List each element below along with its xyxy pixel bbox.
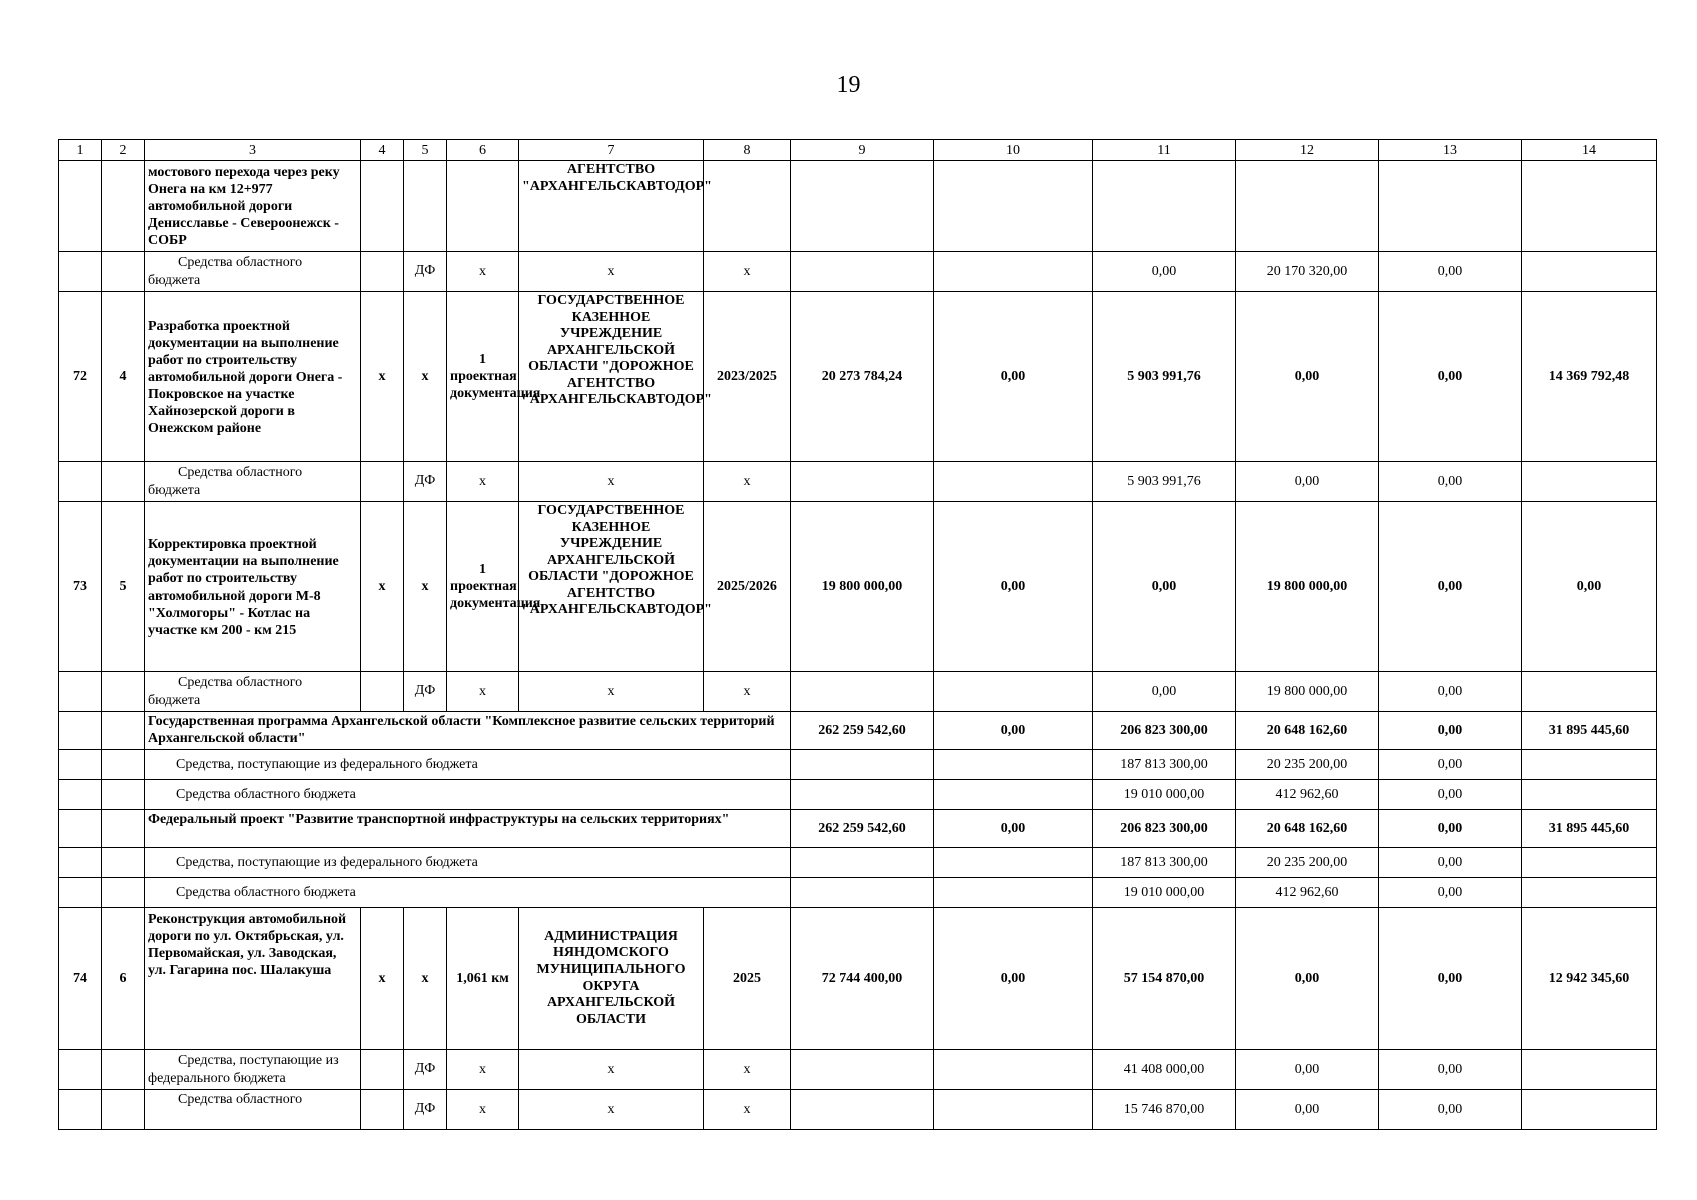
table-row: 74 6 Реконструкция автомобильной дороги по ул. Октябрьская, ул. Первомайская, ул. Заводская, ул. Гагарина пос. Шалакуша х х 1,061 км АДМИНИСТРАЦИЯ НЯНДОМСКОГО МУНИЦИПАЛЬНОГО ОКРУГА АРХАНГЕЛЬСКОЙ ОБЛАСТИ 2025 72 744 400,00 0,00 57 154 870,00 0,00 0,00 12 942 345,60 <box>59 908 1657 1050</box>
amount: 5 903 991,76 <box>1093 462 1236 502</box>
x-mark: х <box>447 462 519 502</box>
x-mark: х <box>447 1050 519 1090</box>
capacity: 1,061 км <box>447 908 519 1050</box>
amount: 20 273 784,24 <box>791 292 934 462</box>
amount: 0,00 <box>1236 462 1379 502</box>
funding-label: Средства областного бюджета <box>145 672 361 712</box>
df-mark: ДФ <box>404 1050 447 1090</box>
amount: 57 154 870,00 <box>1093 908 1236 1050</box>
amount: 412 962,60 <box>1236 878 1379 908</box>
amount: 31 895 445,60 <box>1522 810 1657 848</box>
period: 2025 <box>704 908 791 1050</box>
row-number: 74 <box>59 908 102 1050</box>
header-cell: 1 <box>59 140 102 161</box>
amount: 0,00 <box>1236 1050 1379 1090</box>
funding-row <box>59 878 1657 908</box>
amount: 0,00 <box>1379 780 1522 810</box>
program-row <box>59 712 1657 750</box>
row-number: 73 <box>59 502 102 672</box>
header-cell: 12 <box>1236 140 1379 161</box>
capacity: 1 проектная документация <box>447 292 519 462</box>
organization: ГОСУДАРСТВЕННОЕ КАЗЕННОЕ УЧРЕЖДЕНИЕ АРХАНГЕЛЬСКОЙ ОБЛАСТИ "ДОРОЖНОЕ АГЕНТСТВО "АРХАНГЕЛЬСКАВТОДОР" <box>519 292 704 462</box>
amount: 0,00 <box>1379 908 1522 1050</box>
amount: 0,00 <box>1379 462 1522 502</box>
amount: 14 369 792,48 <box>1522 292 1657 462</box>
amount: 15 746 870,00 <box>1093 1090 1236 1130</box>
df-mark: ДФ <box>404 672 447 712</box>
amount: 41 408 000,00 <box>1093 1050 1236 1090</box>
funding-label: Средства, поступающие из федерального бюджета <box>145 1050 361 1090</box>
page-number: 19 <box>836 72 861 98</box>
amount: 262 259 542,60 <box>791 810 934 848</box>
amount: 187 813 300,00 <box>1093 848 1236 878</box>
amount: 19 010 000,00 <box>1093 780 1236 810</box>
amount: 0,00 <box>1093 252 1236 292</box>
organization: ГОСУДАРСТВЕННОЕ КАЗЕННОЕ УЧРЕЖДЕНИЕ АРХАНГЕЛЬСКОЙ ОБЛАСТИ "ДОРОЖНОЕ АГЕНТСТВО "АРХАНГЕЛЬСКАВТОДОР" <box>519 502 704 672</box>
x-mark: х <box>704 1090 791 1130</box>
x-mark: х <box>704 672 791 712</box>
funding-row <box>59 462 1657 502</box>
header-cell: 11 <box>1093 140 1236 161</box>
organization: АГЕНТСТВО "АРХАНГЕЛЬСКАВТОДОР" <box>519 161 704 252</box>
amount: 0,00 <box>1236 292 1379 462</box>
object-name: мостового перехода через реку Онега на км 12+977 автомобильной дороги Денисславье - Североонежск - СОБР <box>145 161 361 252</box>
program-title: Государственная программа Архангельской области "Комплексное развитие сельских территорий Архангельской области" <box>145 712 791 750</box>
funding-row <box>59 1050 1657 1090</box>
funding-row <box>59 672 1657 712</box>
amount: 0,00 <box>1379 672 1522 712</box>
x-mark: х <box>447 672 519 712</box>
amount: 0,00 <box>1522 502 1657 672</box>
x-mark: х <box>519 1090 704 1130</box>
amount: 0,00 <box>1379 292 1522 462</box>
amount: 0,00 <box>1379 1090 1522 1130</box>
table-row: 73 5 Корректировка проектной документации на выполнение работ по строительству автомобильной дороги М-8 "Холмогоры" - Котлас на участке км 200 - км 215 х х 1 проектная документация ГОСУДАРСТВЕННОЕ КАЗЕННОЕ УЧРЕЖДЕНИЕ АРХАНГЕЛЬСКОЙ ОБЛАСТИ "ДОРОЖНОЕ АГЕНТСТВО "АРХАНГЕЛЬСКАВТОДОР" 2025/2026 19 800 000,00 0,00 0,00 19 800 000,00 0,00 0,00 <box>59 502 1657 672</box>
x-mark: х <box>519 462 704 502</box>
x-mark: х <box>519 672 704 712</box>
sub-number: 5 <box>102 502 145 672</box>
df-mark: ДФ <box>404 462 447 502</box>
header-row <box>59 140 1657 161</box>
amount: 0,00 <box>1379 848 1522 878</box>
table-row: 72 4 Разработка проектной документации на выполнение работ по строительству автомобильной дороги Онега - Покровское на участке Хайнозерской дороги в Онежском районе х х 1 проектная документация ГОСУДАРСТВЕННОЕ КАЗЕННОЕ УЧРЕЖДЕНИЕ АРХАНГЕЛЬСКОЙ ОБЛАСТИ "ДОРОЖНОЕ АГЕНТСТВО "АРХАНГЕЛЬСКАВТОДОР" 2023/2025 20 273 784,24 0,00 5 903 991,76 0,00 0,00 14 369 792,48 <box>59 292 1657 462</box>
header-cell: 2 <box>102 140 145 161</box>
amount: 0,00 <box>1379 712 1522 750</box>
amount: 20 648 162,60 <box>1236 712 1379 750</box>
amount: 262 259 542,60 <box>791 712 934 750</box>
table-row <box>59 161 1657 252</box>
funding-label: Средства областного бюджета <box>145 878 791 908</box>
amount: 0,00 <box>934 810 1093 848</box>
capacity: 1 проектная документация <box>447 502 519 672</box>
funding-row <box>59 848 1657 878</box>
funding-label: Средства областного бюджета <box>145 252 361 292</box>
funding-row <box>59 750 1657 780</box>
df-mark: ДФ <box>404 1090 447 1130</box>
funding-label: Средства областного бюджета <box>145 780 791 810</box>
sub-number: 6 <box>102 908 145 1050</box>
header-cell: 10 <box>934 140 1093 161</box>
amount: 206 823 300,00 <box>1093 712 1236 750</box>
df-mark: ДФ <box>404 252 447 292</box>
header-cell: 7 <box>519 140 704 161</box>
budget-table <box>58 139 1657 1130</box>
amount: 19 010 000,00 <box>1093 878 1236 908</box>
header-cell: 3 <box>145 140 361 161</box>
amount: 19 800 000,00 <box>1236 502 1379 672</box>
organization: АДМИНИСТРАЦИЯ НЯНДОМСКОГО МУНИЦИПАЛЬНОГО ОКРУГА АРХАНГЕЛЬСКОЙ ОБЛАСТИ <box>519 908 704 1050</box>
amount: 12 942 345,60 <box>1522 908 1657 1050</box>
funding-row <box>59 780 1657 810</box>
x-mark: х <box>704 462 791 502</box>
x-mark: х <box>447 1090 519 1130</box>
amount: 0,00 <box>934 292 1093 462</box>
funding-label: Средства, поступающие из федерального бюджета <box>145 750 791 780</box>
amount: 19 800 000,00 <box>791 502 934 672</box>
amount: 19 800 000,00 <box>1236 672 1379 712</box>
amount: 20 235 200,00 <box>1236 848 1379 878</box>
amount: 5 903 991,76 <box>1093 292 1236 462</box>
header-cell: 9 <box>791 140 934 161</box>
amount: 187 813 300,00 <box>1093 750 1236 780</box>
amount: 0,00 <box>934 712 1093 750</box>
x-mark: х <box>447 252 519 292</box>
amount: 72 744 400,00 <box>791 908 934 1050</box>
x-mark: х <box>519 1050 704 1090</box>
amount: 0,00 <box>1093 672 1236 712</box>
header-cell: 8 <box>704 140 791 161</box>
amount: 0,00 <box>1379 810 1522 848</box>
x-mark: х <box>704 1050 791 1090</box>
period: 2025/2026 <box>704 502 791 672</box>
funding-row <box>59 252 1657 292</box>
project-row <box>59 810 1657 848</box>
header-cell: 6 <box>447 140 519 161</box>
amount: 0,00 <box>1236 1090 1379 1130</box>
period: 2023/2025 <box>704 292 791 462</box>
amount: 20 170 320,00 <box>1236 252 1379 292</box>
header-cell: 5 <box>404 140 447 161</box>
sub-number: 4 <box>102 292 145 462</box>
funding-label: Средства областного бюджета <box>145 462 361 502</box>
amount: 0,00 <box>934 502 1093 672</box>
row-number: 72 <box>59 292 102 462</box>
object-name: Корректировка проектной документации на выполнение работ по строительству автомобильной дороги М-8 "Холмогоры" - Котлас на участке км 200 - км 215 <box>145 502 361 672</box>
amount: 0,00 <box>1093 502 1236 672</box>
header-cell: 14 <box>1522 140 1657 161</box>
amount: 0,00 <box>1379 878 1522 908</box>
header-cell: 13 <box>1379 140 1522 161</box>
amount: 0,00 <box>934 908 1093 1050</box>
project-title: Федеральный проект "Развитие транспортной инфраструктуры на сельских территориях" <box>145 810 791 848</box>
amount: 20 648 162,60 <box>1236 810 1379 848</box>
amount: 206 823 300,00 <box>1093 810 1236 848</box>
x-mark: х <box>704 252 791 292</box>
amount: 31 895 445,60 <box>1522 712 1657 750</box>
amount: 0,00 <box>1379 1050 1522 1090</box>
amount: 0,00 <box>1379 252 1522 292</box>
amount: 20 235 200,00 <box>1236 750 1379 780</box>
object-name: Реконструкция автомобильной дороги по ул. Октябрьская, ул. Первомайская, ул. Заводская, ул. Гагарина пос. Шалакуша <box>145 908 361 1050</box>
funding-label: Средства, поступающие из федерального бюджета <box>145 848 791 878</box>
object-name: Разработка проектной документации на выполнение работ по строительству автомобильной дороги Онега - Покровское на участке Хайнозерской дороги в Онежском районе <box>145 292 361 462</box>
header-cell: 4 <box>361 140 404 161</box>
amount: 412 962,60 <box>1236 780 1379 810</box>
amount: 0,00 <box>1379 750 1522 780</box>
amount: 0,00 <box>1236 908 1379 1050</box>
funding-label: Средства областного <box>145 1090 361 1130</box>
funding-row <box>59 1090 1657 1130</box>
x-mark: х <box>519 252 704 292</box>
amount: 0,00 <box>1379 502 1522 672</box>
